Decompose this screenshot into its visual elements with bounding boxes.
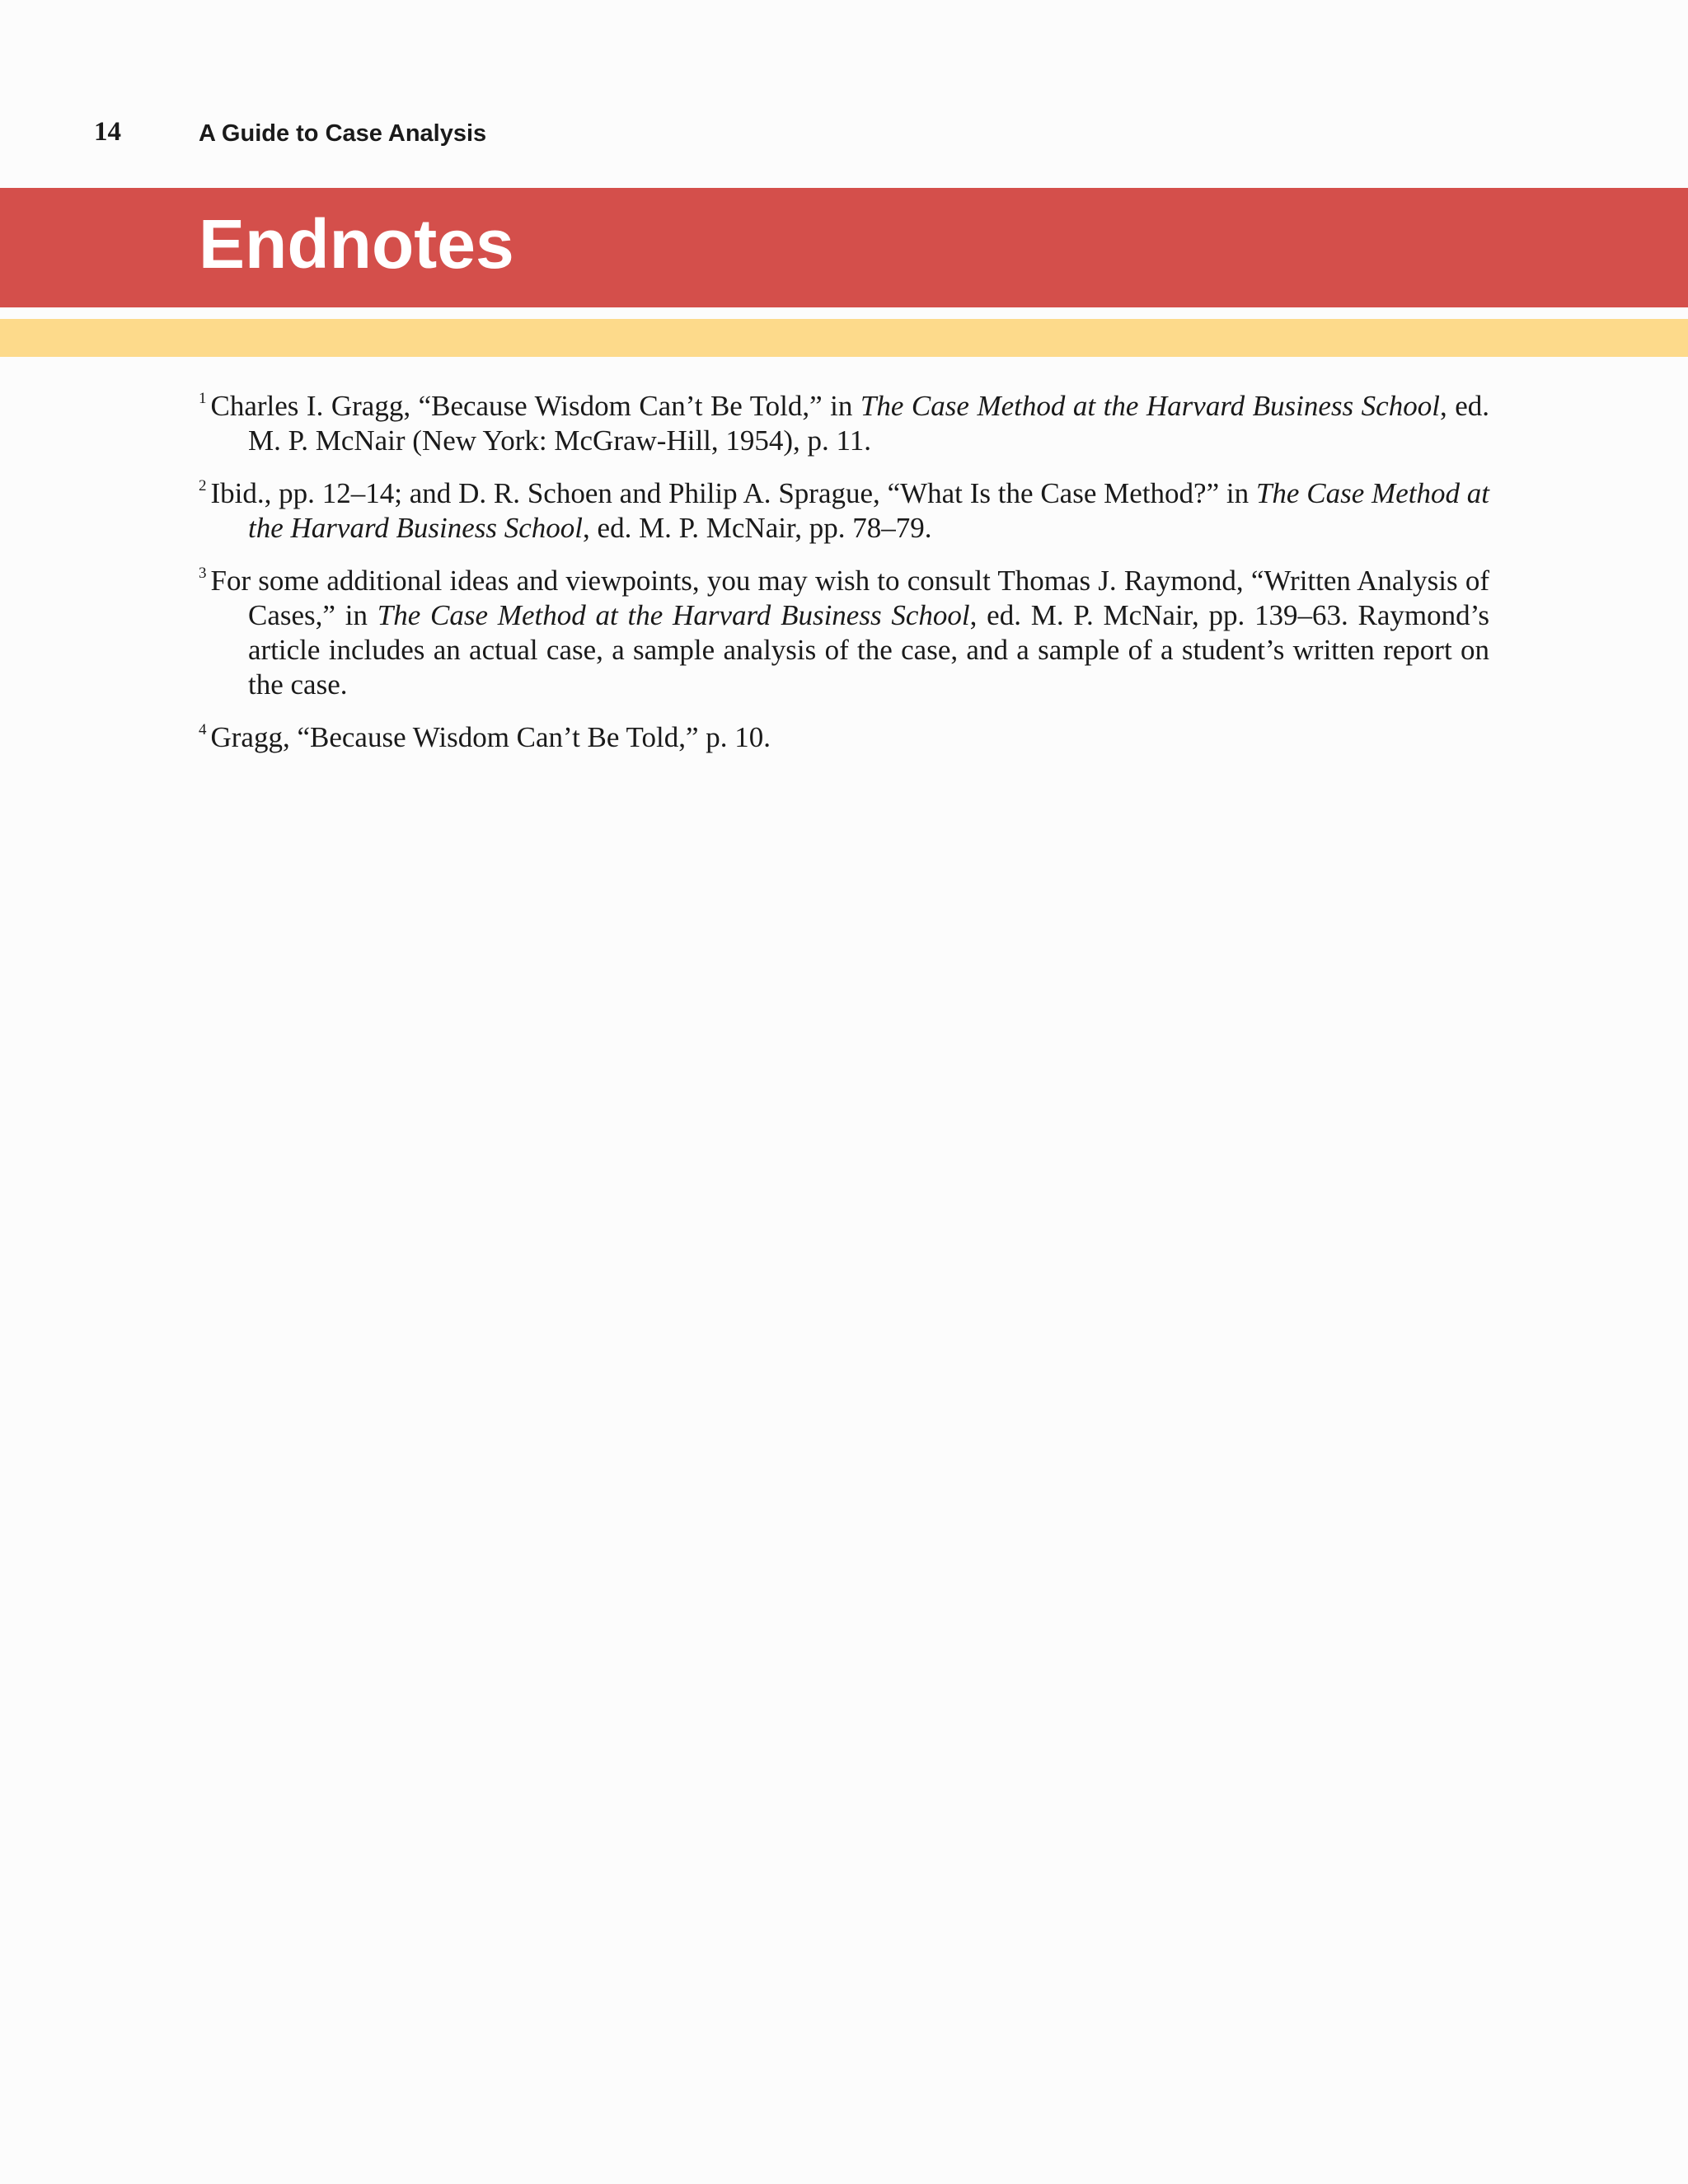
running-head xyxy=(0,117,1688,158)
endnote-number: 4 xyxy=(199,721,207,738)
page-number: 14 xyxy=(94,117,121,147)
endnote-4 xyxy=(199,720,1489,755)
endnote-2 xyxy=(199,476,1489,546)
endnote-text: For some additional ideas and viewpoints, you may wish to consult Thomas J. Raymond, “Written Analysis of Cases,” in xyxy=(210,565,1489,631)
endnote-number: 1 xyxy=(199,390,207,407)
endnote-text: , ed. M. P. McNair (New York: McGraw-Hill, 1954), p. 11. xyxy=(248,390,1489,457)
endnote-text: , ed. M. P. McNair, pp. 78–79. xyxy=(583,512,932,544)
endnote-text: Charles I. Gragg, “Because Wisdom Can’t Be Told,” in xyxy=(210,390,860,422)
endnotes-list xyxy=(199,389,1489,773)
section-title: Endnotes xyxy=(199,205,514,283)
endnote-number: 2 xyxy=(199,477,207,494)
running-title: A Guide to Case Analysis xyxy=(199,120,487,147)
endnote-book-title: The Case Method at the Harvard Business School xyxy=(377,599,970,631)
endnote-book-title: The Case Method at the Harvard Business School xyxy=(860,390,1440,422)
endnote-3 xyxy=(199,564,1489,702)
endnote-1 xyxy=(199,389,1489,458)
endnote-text: , ed. M. P. McNair, pp. 139–63. Raymond’s article includes an actual case, a sample analysis of the case, and a sample of a student’s written report on the case. xyxy=(248,599,1489,701)
endnote-text: Ibid., pp. 12–14; and D. R. Schoen and Philip A. Sprague, “What Is the Case Method?” in xyxy=(210,477,1256,509)
section-accent-bar xyxy=(0,319,1688,357)
endnote-text: Gragg, “Because Wisdom Can’t Be Told,” p. 10. xyxy=(210,721,771,753)
endnote-number: 3 xyxy=(199,565,207,582)
section-banner xyxy=(0,188,1688,307)
endnote-book-title: The Case Method at the Harvard Business School xyxy=(248,477,1489,544)
